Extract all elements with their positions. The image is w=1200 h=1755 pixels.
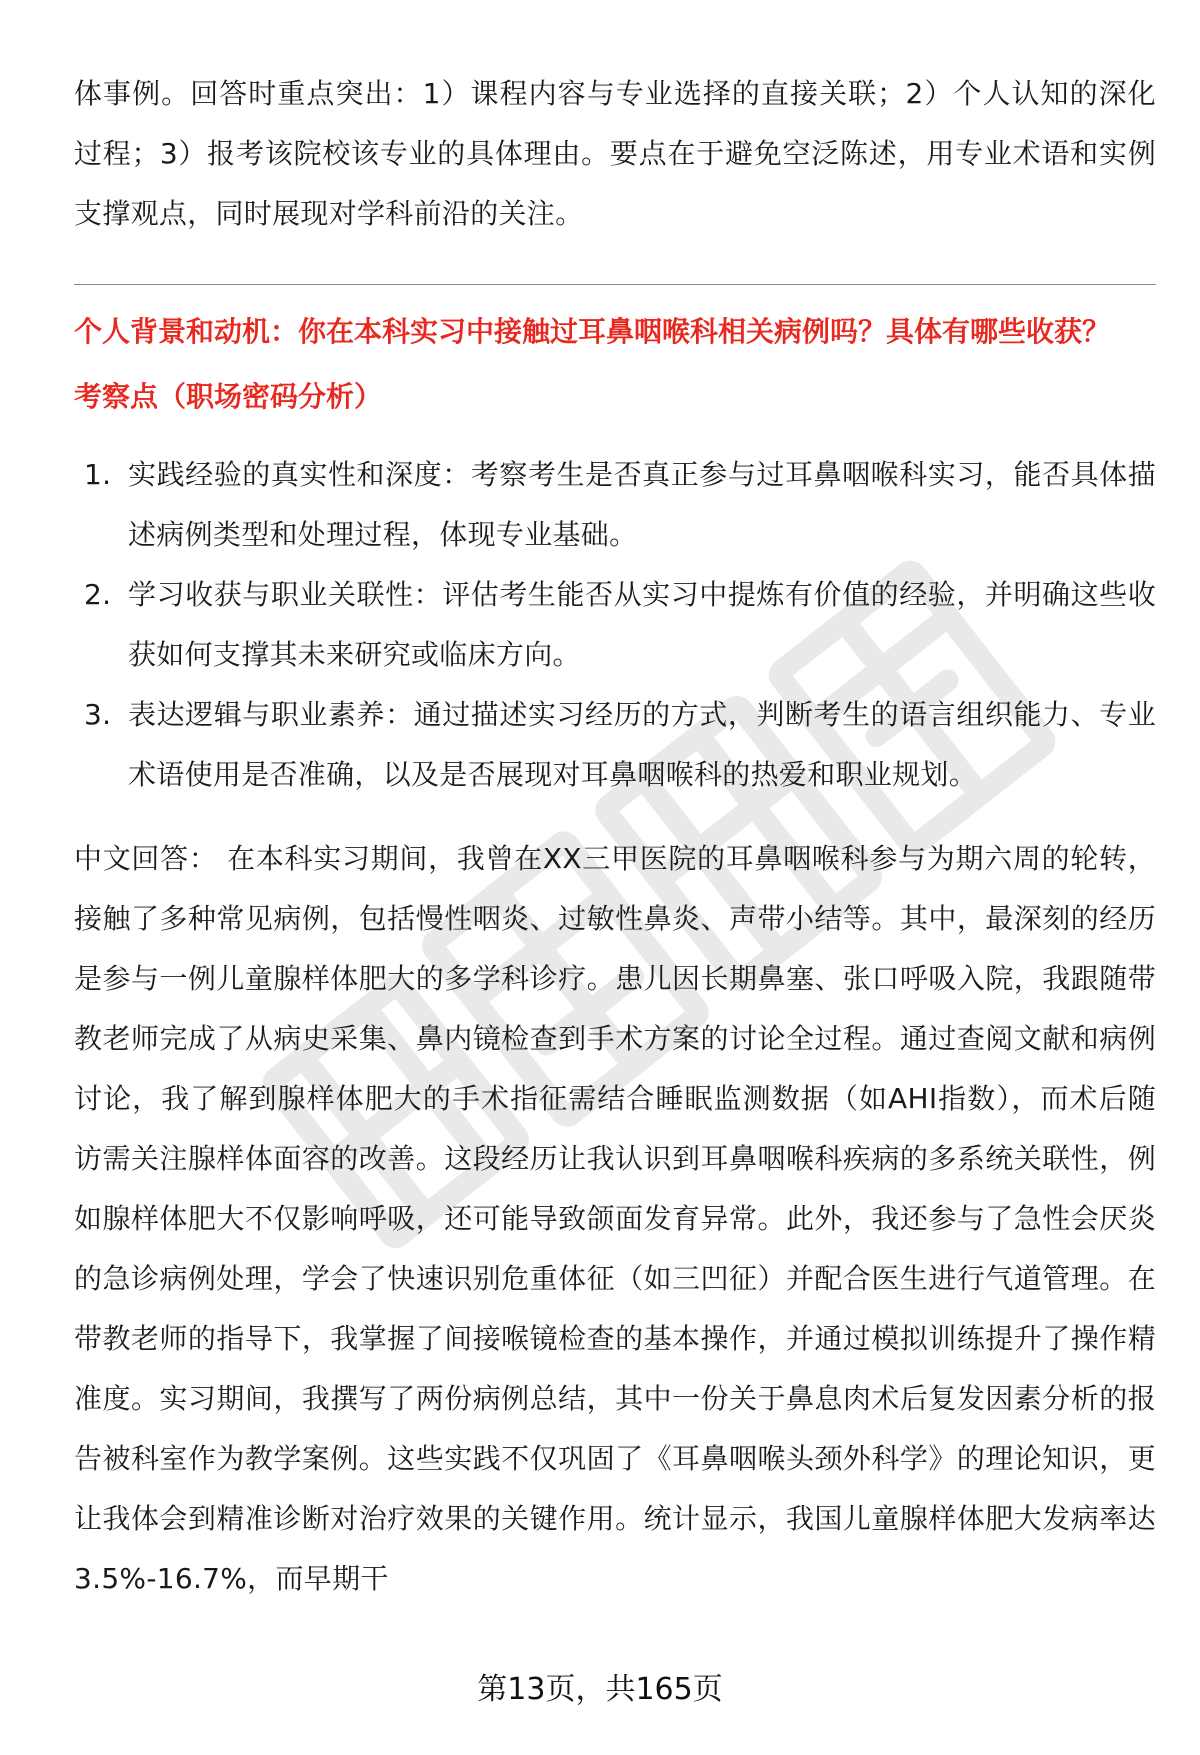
list-item [74, 685, 1156, 805]
list-item-number: 1. [84, 458, 112, 491]
page-content [74, 64, 1156, 1609]
list-item-number: 2. [84, 578, 112, 611]
list-item [74, 445, 1156, 565]
analysis-heading: 考察点（职场密码分析） [74, 380, 383, 413]
answer-paragraph: 中文回答： 在本科实习期间，我曾在XX三甲医院的耳鼻咽喉科参与为期六周的轮转，接触了多种常见病例，包括慢性咽炎、过敏性鼻炎、声带小结等。其中，最深刻的经历是参与一例儿童腺样体肥大的多学科诊疗。患儿因长期鼻塞、张口呼吸入院，我跟随带教老师完成了从病史采集、鼻内镜检查到手术方案的讨论全过程。通过查阅文献和病例讨论，我了解到腺样体肥大的手术指征需结合睡眠监测数据（如AHI指数），而术后随访需关注腺样体面容的改善。这段经历让我认识到耳鼻咽喉科疾病的多系统关联性，例如腺样体肥大不仅影响呼吸，还可能导致颌面发育异常。此外，我还参与了急性会厌炎的急诊病例处理，学会了快速识别危重体征（如三凹征）并配合医生进行气道管理。在带教老师的指导下，我掌握了间接喉镜检查的基本操作，并通过模拟训练提升了操作精准度。实习期间，我撰写了两份病例总结，其中一份关于鼻息肉术后复发因素分析的报告被科室作为教学案例。这些实践不仅巩固了《耳鼻咽喉头颈外科学》的理论知识，更让我体会到精准诊断对治疗效果的关键作用。统计显示，我国儿童腺样体肥大发病率达3.5%-16.7%，而早期干 [74, 842, 1156, 1595]
section-divider [74, 284, 1156, 285]
analysis-points-list [74, 445, 1156, 805]
page-number-footer: 第13页，共165页 [477, 1672, 723, 1707]
list-item-text: 学习收获与职业关联性：评估考生能否从实习中提炼有价值的经验，并明确这些收获如何支撑其未来研究或临床方向。 [128, 578, 1156, 671]
list-item [74, 565, 1156, 685]
list-item-text: 实践经验的真实性和深度：考察考生是否真正参与过耳鼻咽喉科实习，能否具体描述病例类型和处理过程，体现专业基础。 [128, 458, 1156, 551]
intro-paragraph: 体事例。回答时重点突出：1）课程内容与专业选择的直接关联；2）个人认知的深化过程；3）报考该院校该专业的具体理由。要点在于避免空泛陈述，用专业术语和实例支撑观点，同时展现对学科前沿的关注。 [74, 77, 1156, 230]
question-heading: 个人背景和动机：你在本科实习中接触过耳鼻咽喉科相关病例吗？具体有哪些收获？ [74, 315, 1111, 348]
list-item-number: 3. [84, 698, 112, 731]
list-item-text: 表达逻辑与职业素养：通过描述实习经历的方式，判断考生的语言组织能力、专业术语使用是否准确，以及是否展现对耳鼻咽喉科的热爱和职业规划。 [128, 698, 1156, 791]
